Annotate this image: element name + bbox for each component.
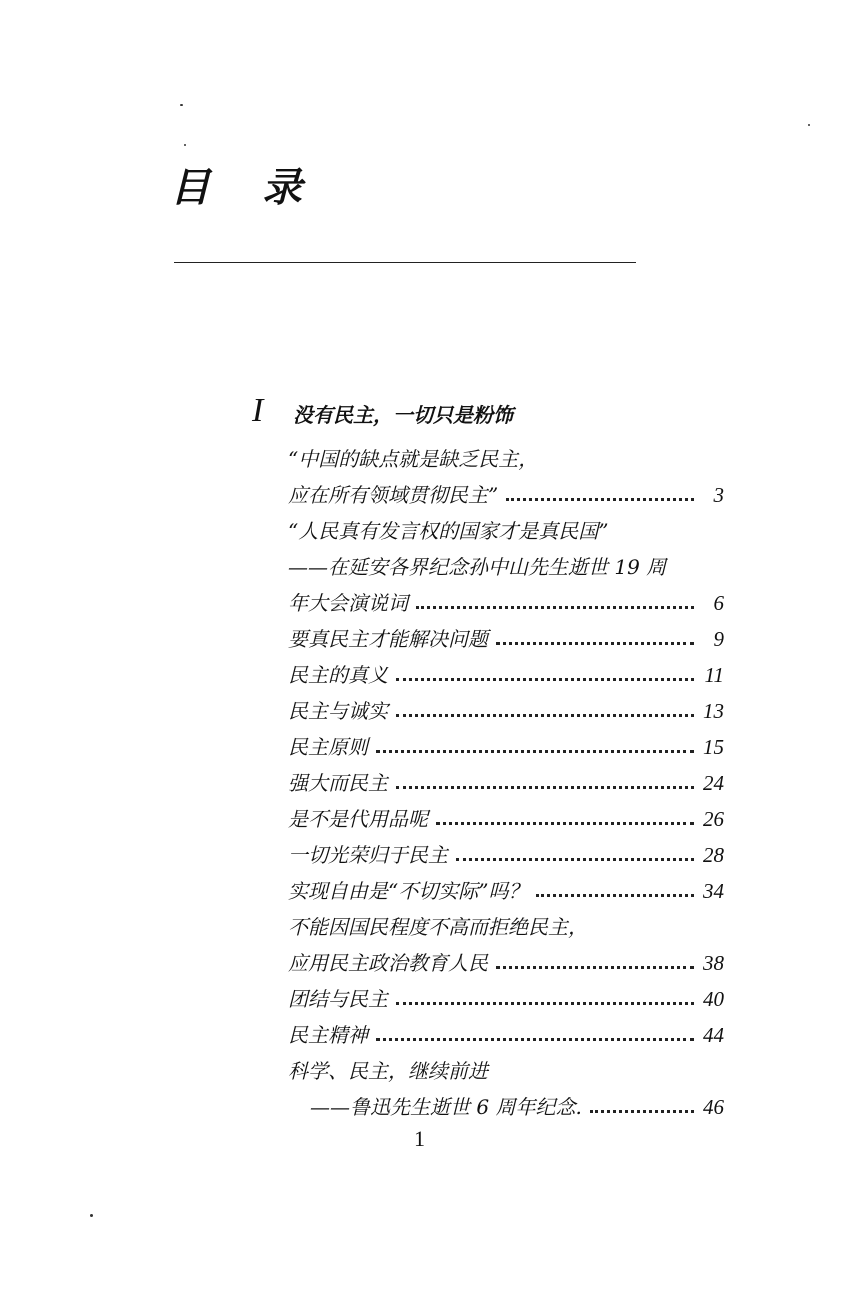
toc-entry <box>288 945 724 981</box>
dot-leader <box>376 750 694 753</box>
toc-entry-title: 民主精神 <box>288 1023 368 1047</box>
toc-entry <box>288 729 724 765</box>
toc-entry <box>288 981 724 1017</box>
toc-entry <box>288 1089 724 1125</box>
toc-entry-title: 是不是代用品呢 <box>288 807 428 831</box>
section-numeral: I <box>252 392 264 429</box>
page-title-char: 录 <box>262 165 302 211</box>
dot-leader <box>396 1002 694 1005</box>
dot-leader <box>456 858 694 861</box>
dot-leader <box>506 498 694 501</box>
toc-entry-title: ——鲁迅先生逝世 6 周年纪念. <box>310 1095 582 1119</box>
page-title-char: 目 <box>170 165 210 211</box>
dot-leader <box>590 1110 694 1113</box>
toc-page-number: 28 <box>703 842 724 867</box>
toc-entry <box>288 549 724 585</box>
page-number: 1 <box>414 1126 425 1151</box>
toc-page-number: 26 <box>703 806 724 831</box>
scan-speck <box>808 124 810 126</box>
toc-entry <box>288 801 724 837</box>
table-of-contents <box>288 441 724 1125</box>
dot-leader <box>396 714 694 717</box>
dot-leader <box>396 678 694 681</box>
toc-entry-title: ——在延安各界纪念孙中山先生逝世 19 周 <box>288 555 667 579</box>
toc-entry <box>288 657 724 693</box>
dot-leader <box>496 966 694 969</box>
toc-page-number: 44 <box>703 1022 724 1047</box>
toc-entry-title: 团结与民主 <box>288 987 388 1011</box>
toc-entry-title: 应在所有领域贯彻民主” <box>288 483 499 507</box>
toc-entry <box>288 513 724 549</box>
toc-entry-title: 要真民主才能解决问题 <box>288 627 488 651</box>
toc-entry-title: 不能因国民程度不高而拒绝民主， <box>288 915 588 939</box>
toc-entry <box>288 585 724 621</box>
toc-entry <box>288 477 724 513</box>
toc-entry <box>288 873 724 909</box>
toc-entry-title: 科学、民主，继续前进 <box>288 1059 488 1083</box>
toc-entry <box>288 441 724 477</box>
dot-leader <box>396 786 694 789</box>
toc-entry-title: 一切光荣归于民主 <box>288 843 448 867</box>
toc-entry <box>288 765 724 801</box>
toc-entry <box>288 693 724 729</box>
toc-page-number: 9 <box>713 626 724 651</box>
title-rule <box>174 262 636 263</box>
scan-speck <box>180 104 183 106</box>
dot-leader <box>496 642 694 645</box>
toc-page-number: 34 <box>703 878 724 903</box>
toc-page-number: 6 <box>713 590 724 615</box>
toc-entry-title: 民主的真义 <box>288 663 388 687</box>
toc-entry <box>288 621 724 657</box>
toc-entry-title: 民主与诚实 <box>288 699 388 723</box>
toc-entry-title: 强大而民主 <box>288 771 388 795</box>
dot-leader <box>436 822 694 825</box>
toc-page-number: 46 <box>703 1094 724 1119</box>
toc-entry <box>288 1053 724 1089</box>
toc-entry-title: 实现自由是“不切实际”吗？ <box>288 879 529 903</box>
page-title <box>170 165 302 211</box>
toc-page-number: 38 <box>703 950 724 975</box>
toc-entry-title: 年大会演说词 <box>288 591 408 615</box>
toc-page-number: 3 <box>713 482 724 507</box>
toc-page-number: 13 <box>703 698 724 723</box>
toc-entry-title: 应用民主政治教育人民 <box>288 951 488 975</box>
toc-page-number: 11 <box>704 662 724 687</box>
toc-page-number: 40 <box>703 986 724 1011</box>
scan-speck <box>90 1214 93 1217</box>
dot-leader <box>536 894 694 897</box>
toc-entry-title: “中国的缺点就是缺乏民主， <box>288 447 539 471</box>
toc-page-number: 15 <box>703 734 724 759</box>
toc-entry <box>288 1017 724 1053</box>
section-heading: 没有民主，一切只是粉饰 <box>293 403 513 427</box>
toc-entry <box>288 837 724 873</box>
toc-entry-title: “人民真有发言权的国家才是真民国” <box>288 519 609 543</box>
dot-leader <box>416 606 694 609</box>
toc-entry-title: 民主原则 <box>288 735 368 759</box>
scan-speck <box>184 144 186 146</box>
toc-entry <box>288 909 724 945</box>
dot-leader <box>376 1038 694 1041</box>
toc-page-number: 24 <box>703 770 724 795</box>
